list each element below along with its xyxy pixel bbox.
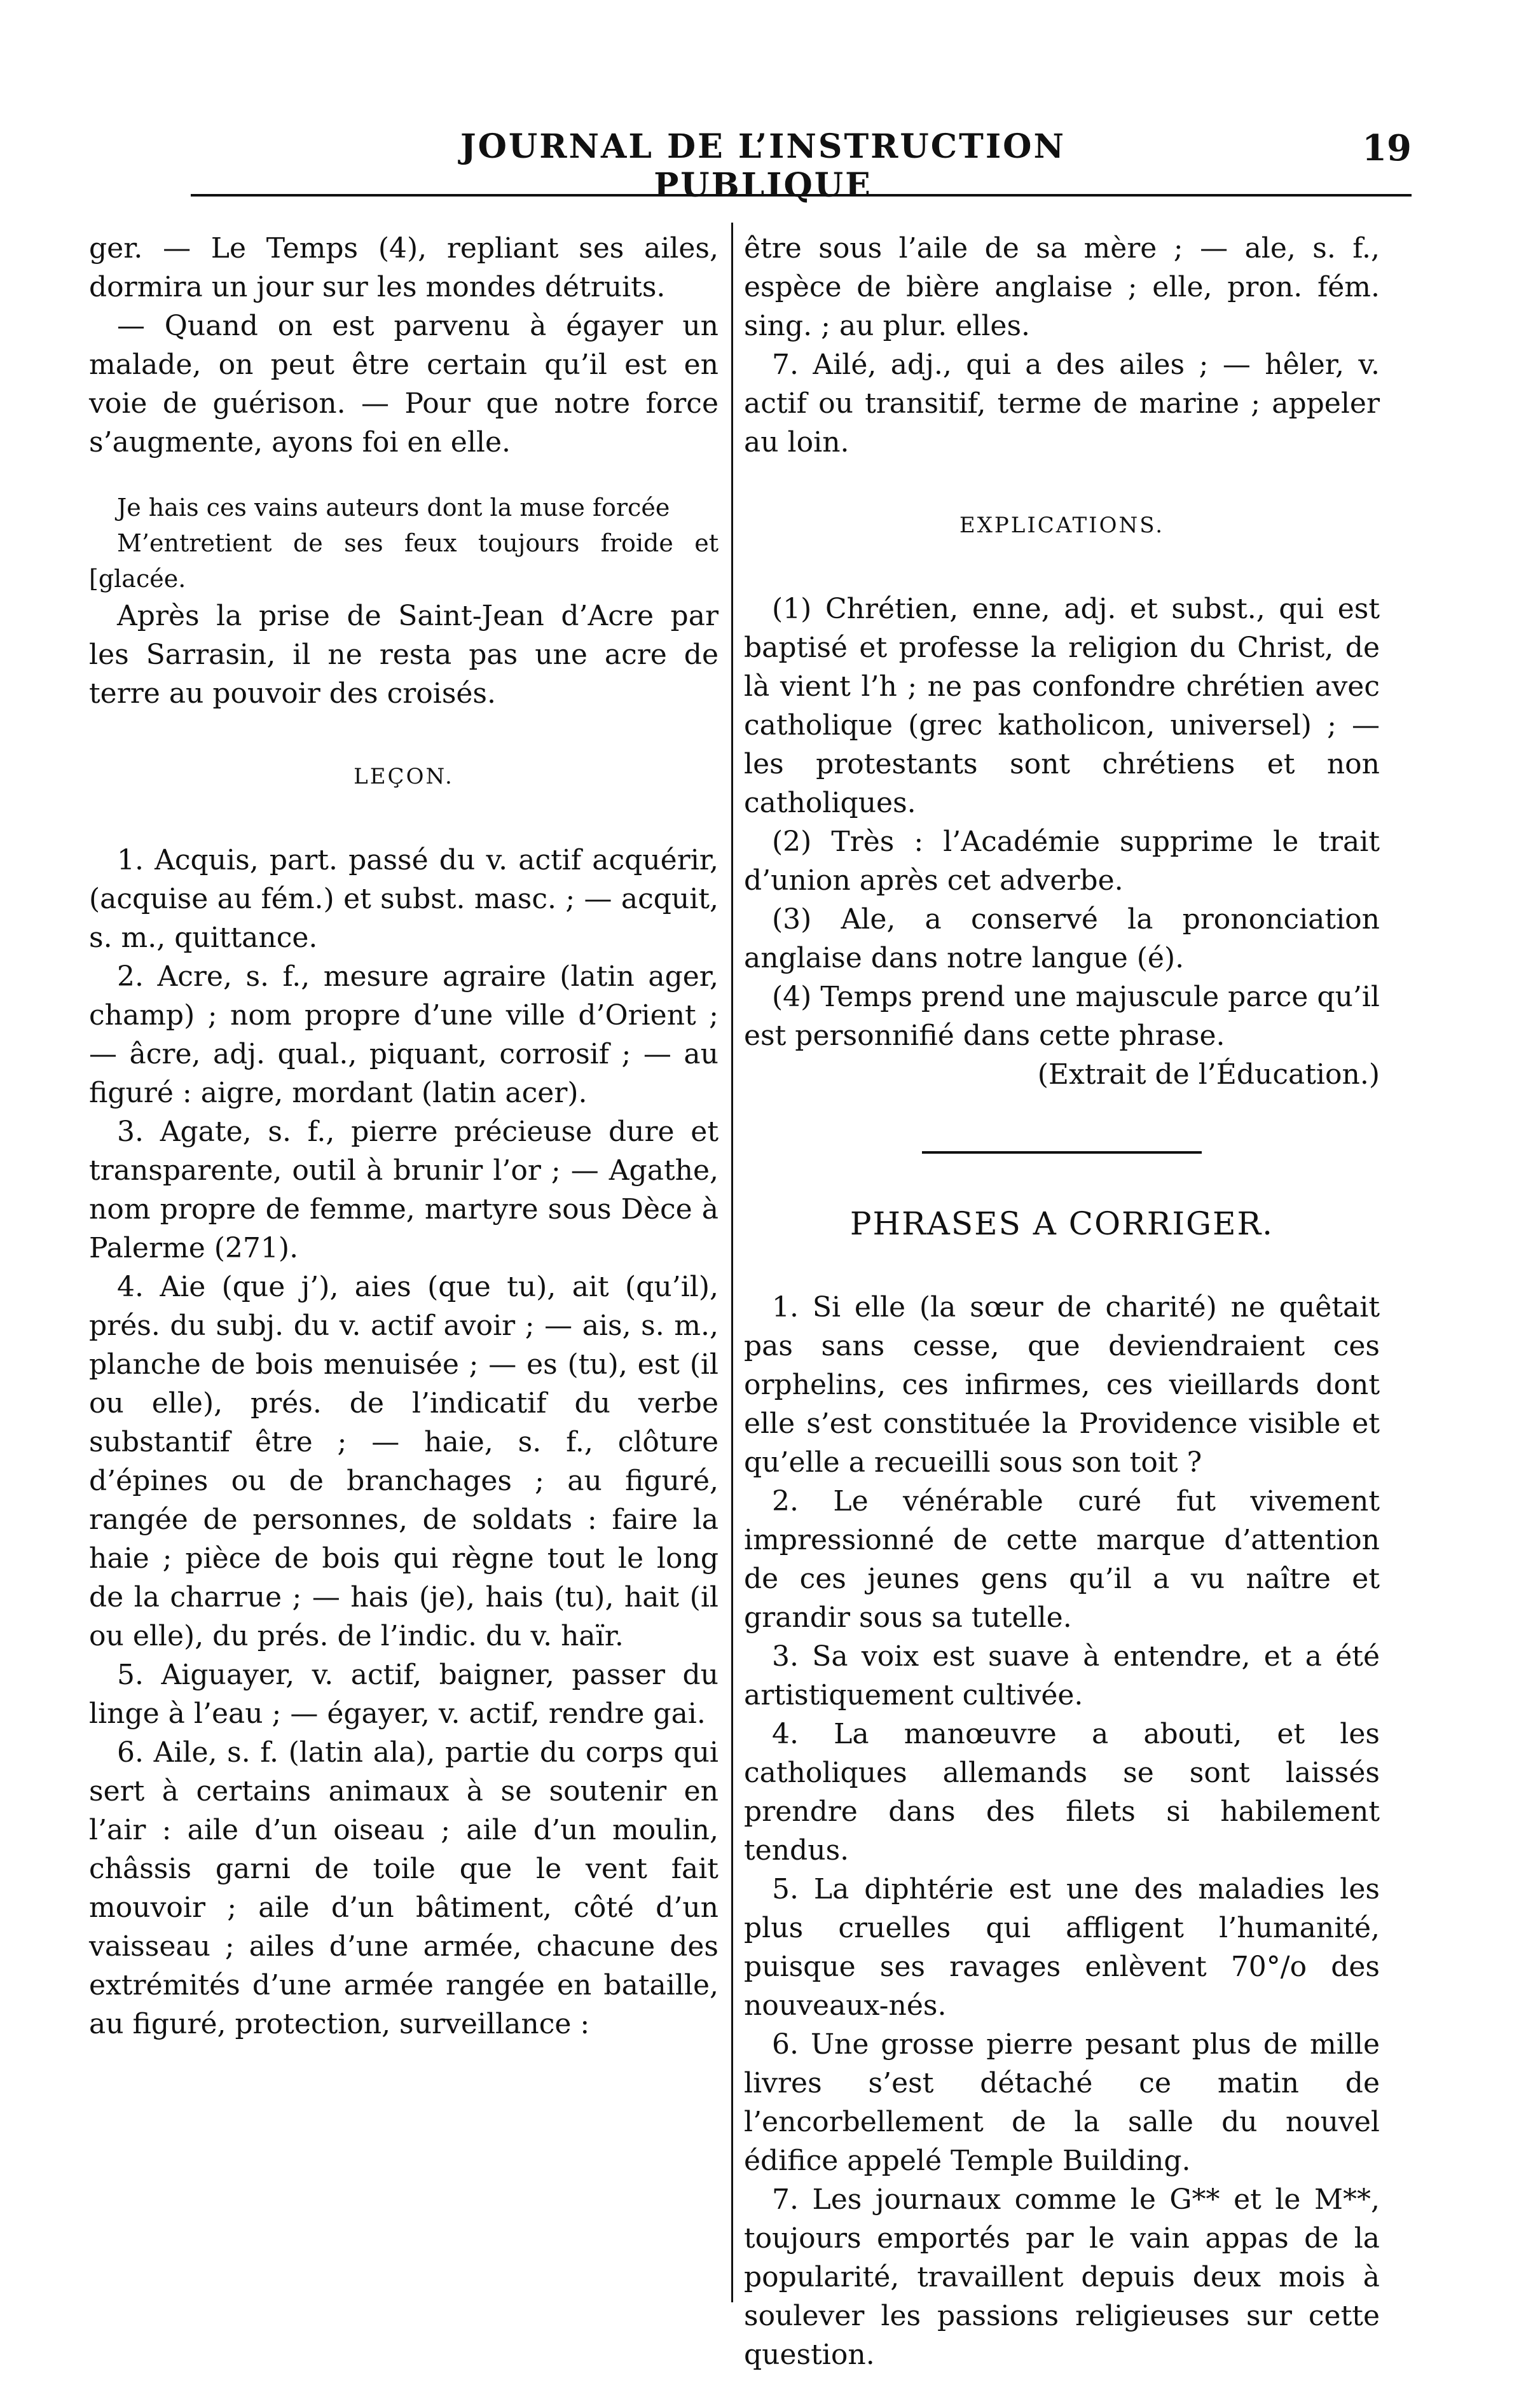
header-rule [191, 194, 1412, 197]
exercise-item: 3. Sa voix est suave à entendre, et a été artistiquement cultivée. [744, 1640, 1380, 1711]
verse-line: Je hais ces vains auteurs dont la muse forcée [117, 494, 670, 522]
page-number: 19 [1362, 127, 1412, 169]
exercise-item: 2. Le vénérable curé fut vivement impressionné de cette marque d’attention de ces jeunes gens qu’il a vu naître et grandir sous sa tutelle. [744, 1485, 1380, 1634]
verse-quote [89, 490, 718, 597]
section-heading-phrases: PHRASES A CORRIGER. [849, 1205, 1274, 1242]
lesson-item: 3. Agate, s. f., pierre précieuse dure et transparente, outil à brunir l’or ; — Agathe, nom propre de femme, martyre sous Dèce à Palerme (271). [89, 1116, 718, 1264]
exercise-item: 5. La diphtérie est une des maladies les plus cruelles qui affligent l’humanité, puisque ses ravages enlèvent 70°/o des nouveaux-nés. [744, 1873, 1380, 2022]
explanation-item: (1) Chrétien, enne, adj. et subst., qui est baptisé et professe la religion du Christ, de là vient l’h ; ne pas confondre chrétien avec catholique (grec katholicon, universel) ; — les protestants sont chrétiens et non catholiques. [744, 593, 1380, 819]
explanation-item: (2) Très : l’Académie supprime le trait d’union après cet adverbe. [744, 826, 1380, 897]
journal-title: JOURNAL DE L’INSTRUCTION PUBLIQUE [460, 127, 1066, 205]
paragraph: être sous l’aile de sa mère ; — ale, s. f., espèce de bière anglaise ; elle, pron. fém. sing. ; au plur. elles. [744, 232, 1380, 342]
lesson-item: 1. Acquis, part. passé du v. actif acquérir, (acquise au fém.) et subst. masc. ; — acquit, s. m., quittance. [89, 844, 718, 954]
exercise-item: 4. La manœuvre a abouti, et les catholiques allemands se sont laissés prendre dans des filets si habilement tendus. [744, 1718, 1380, 1867]
lesson-item: 7. Ailé, adj., qui a des ailes ; — hêler, v. actif ou transitif, terme de marine ; appeler au loin. [744, 349, 1380, 459]
lesson-item: 5. Aiguayer, v. actif, baigner, passer du linge à l’eau ; — égayer, v. actif, rendre gai. [89, 1659, 718, 1730]
section-heading-lecon: LEÇON. [354, 764, 454, 789]
exercise-item: 7. Les journaux comme le G** et le M**, toujours emportés par le vain appas de la popularité, travaillent depuis deux mois à soulever les passions religieuses sur cette question. [744, 2183, 1380, 2371]
lesson-item: 4. Aie (que j’), aies (que tu), ait (qu’il), prés. du subj. du v. actif avoir ; — ais, s. m., planche de bois menuisée ; — es (tu), est (il ou elle), prés. de l’indicatif du verbe substantif être ; — haie, s. f., clôture d’épines ou de branchages ; au figuré, rangée de personnes, de soldats : faire la haie ; pièce de bois qui règne tout le long de la charrue ; — hais (je), hais (tu), hait (il ou elle), du prés. de l’indic. du v. haïr. [89, 1271, 718, 1652]
exercise-item: 1. Si elle (la sœur de charité) ne quêtait pas sans cesse, que deviendraient ces orphelins, ces infirmes, ces vieillards dont elle s’est constituée la Providence visible et qu’elle a recueilli sous son toit ? [744, 1291, 1380, 1479]
column-divider [731, 223, 733, 2302]
explanation-item: (3) Ale, a conservé la prononciation anglaise dans notre langue (é). [744, 903, 1380, 974]
running-header [191, 127, 1412, 205]
section-heading-explications: EXPLICATIONS. [959, 513, 1165, 538]
section-divider [922, 1151, 1202, 1154]
left-column [89, 229, 718, 2043]
paragraph: Après la prise de Saint-Jean d’Acre par les Sarrasin, il ne resta pas une acre de terre au pouvoir des croisés. [89, 600, 718, 710]
explanation-item: (4) Temps prend une majuscule parce qu’il est personnifié dans cette phrase. [744, 981, 1380, 1052]
lesson-item: 2. Acre, s. f., mesure agraire (latin ager, champ) ; nom propre d’une ville d’Orient ; — âcre, adj. qual., piquant, corrosif ; — au figuré : aigre, mordant (latin acer). [89, 960, 718, 1109]
paragraph: — Quand on est parvenu à égayer un malade, on peut être certain qu’il est en voie de guérison. — Pour que notre force s’augmente, ayons foi en elle. [89, 310, 718, 459]
right-column [744, 229, 1380, 2374]
lesson-item: 6. Aile, s. f. (latin ala), partie du corps qui sert à certains animaux à se soutenir en l’air : aile d’un oiseau ; aile d’un moulin, châssis garni de toile que le vent fait mouvoir ; aile d’un bâtiment, côté d’un vaisseau ; ailes d’une armée, chacune des extrémités d’une armée rangée en bataille, au figuré, protection, surveillance : [89, 1736, 718, 2040]
source-credit: (Extrait de l’Éducation.) [1037, 1058, 1380, 1091]
exercise-item: 6. Une grosse pierre pesant plus de mille livres s’est détaché ce matin de l’encorbellement de la salle du nouvel édifice appelé Temple Building. [744, 2028, 1380, 2177]
paragraph: ger. — Le Temps (4), repliant ses ailes, dormira un jour sur les mondes détruits. [89, 232, 718, 303]
verse-line: M’entretient de ses feux toujours froide et [glacée. [89, 529, 718, 593]
